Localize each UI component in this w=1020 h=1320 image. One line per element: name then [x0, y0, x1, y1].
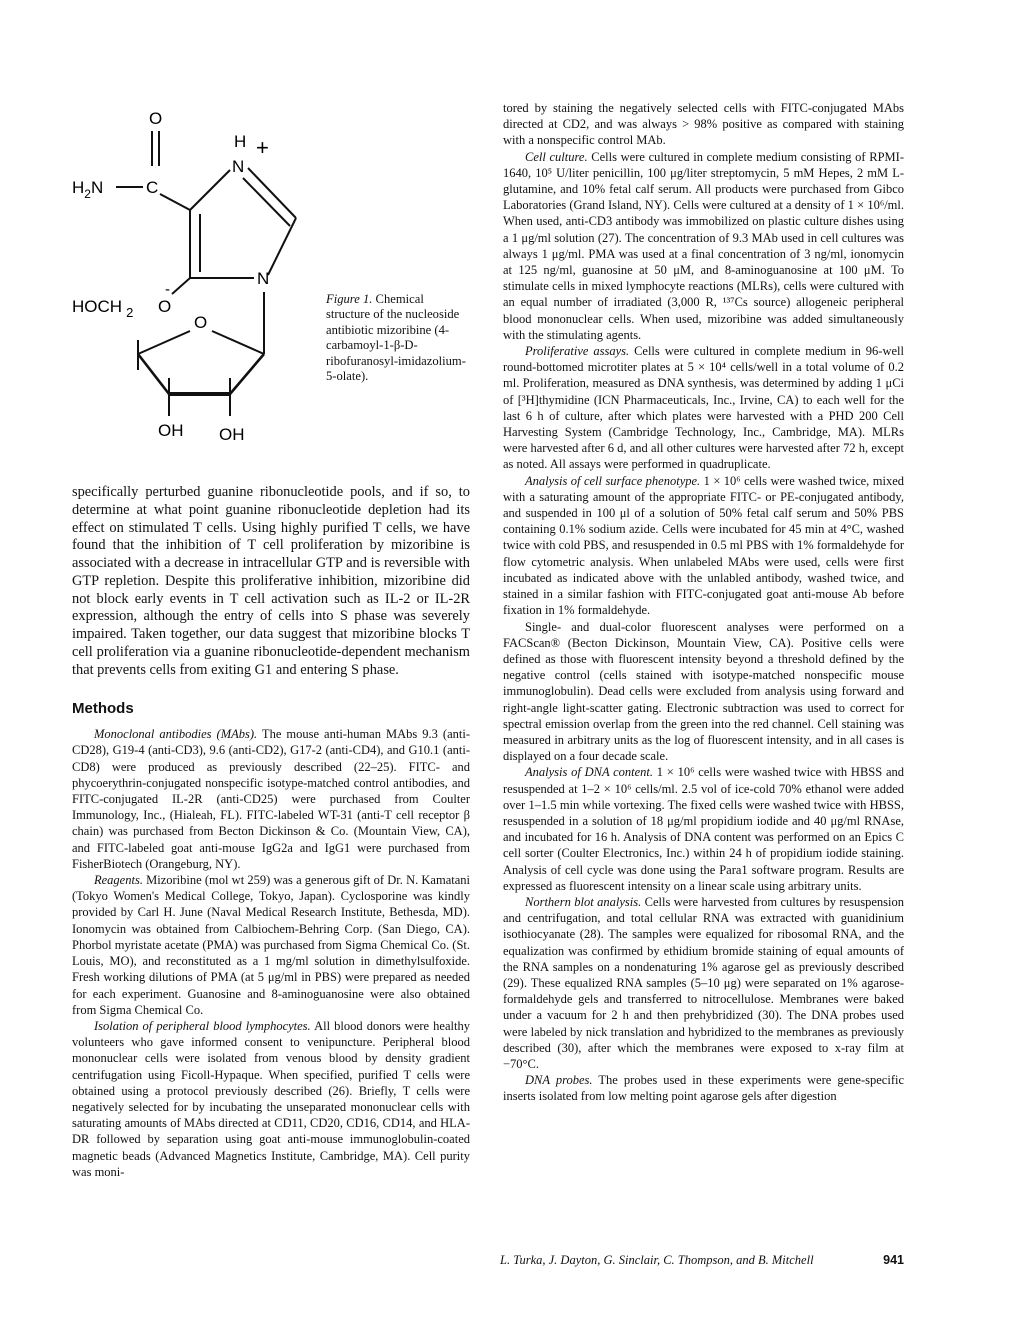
paragraph-dna-content: Analysis of DNA content. 1 × 10⁶ cells were washed twice with HBSS and resuspended at 1–2 × 10⁶ cells/ml. 2.5 vol of ice-cold 70% ethanol were added over 1–1.5 min while vortexing. The fixed cells were washed twice with HBSS, resuspended in a solution of 18 μg/ml propidium iodide and 40 μg/ml RNAse, and incubated for 16 h. Analysis of DNA content was performed on an Epics C cell sorter (Coulter Electronics, Inc.) within 24 h of propidium iodide staining. Analysis of cell cycle was done using the Para1 software program. Results are expressed as fluorescent intensity on a linear scale using arbitrary units.	[503, 765, 904, 893]
methods-heading: Methods	[72, 700, 134, 718]
paragraph-dna-probes: DNA probes. The probes used in these experiments were gene-specific inserts isolated from low melting point agarose gels after digestion	[503, 1073, 904, 1104]
paragraph-continued: tored by staining the negatively selected cells with FITC-conjugated MAbs directed at CD2, and was always > 98% positive as compared with staining with a nonspecific control MAb.	[503, 101, 904, 148]
atom-n-top: N	[232, 157, 245, 176]
atom-h: H	[234, 132, 247, 151]
mizoribine-structure	[72, 100, 326, 484]
left-column	[72, 100, 470, 1180]
charge-plus: +	[256, 135, 269, 160]
atom-h2n: $H_2N$	[72, 178, 104, 201]
paragraph-monoclonal-antibodies: Monoclonal antibodies (MAbs). The mouse anti-human MAbs 9.3 (anti-CD28), G19-4 (anti-CD3), 9.6 (anti-CD2), G17-2 (anti-CD4), and G10.1 (anti-CD8) were produced as previously described (22–25). FITC- and phycoerythrin-conjugated nonspecific isotype-matched control antibodies, and FITC-conjugated IL-2R (anti-CD25) were purchased from Coulter Immunology, Inc., (Hialeah, FL). FITC-labeled WT-31 (anti-T cell receptor β chain) was purchased from Becton Dickinson & Co. (Mountain View, CA), and FITC-labeled goat anti-mouse IgG2a and IgG1 were purchased from FisherBiotech (Orangeburg, NY).	[72, 727, 470, 871]
page-footer	[500, 1253, 904, 1268]
paragraph-isolation-of-lymphocytes: Isolation of peripheral blood lymphocytes. All blood donors were healthy volunteers who gave informed consent to venipuncture. Peripheral blood mononuclear cells were isolated from venous blood by density gradient centrifugation using Ficoll-Hypaque. When specified, purified T cells were obtained using a protocol previously described (26). Briefly, T cells were negatively selected for by incubating the unseparated mononuclear cells with saturating amounts of MAbs directed at CD11, CD20, CD16, CD14, and HLA-DR followed by separation using goat anti-mouse immunoglobulin-coated magnetic beads (Advanced Magnetics Institute, Cambridge, MA). Cell purity was moni-	[72, 1018, 470, 1179]
atom-c: C	[146, 178, 159, 197]
atom-oh-left: OH	[158, 421, 184, 440]
paragraph-proliferative-assays: Proliferative assays. Cells were cultured in complete medium in 96-well round-bottomed microtiter plates at 5 × 10⁴ cells/well in a total volume of 0.2 ml. Proliferation, measured as DNA synthesis, was determined by adding 1 μCi of [³H]thymidine (ICN Pharmaceuticals, Inc., Irvine, CA) to each well for the last 6 h of culture, after which plates were harvested with a PHD 200 Cell Harvesting System (Cambridge Technology, Inc., Cambridge, MA). MLRs were harvested after 6 d, and all other cultures were harvested after 72 h, except as noted. All assays were performed in quadruplicate.	[503, 344, 904, 472]
paragraph-fluorescent-analyses: Single- and dual-color fluorescent analyses were performed on a FACScan® (Becton Dickinson, Mountain View, CA). Positive cells were defined as those with fluorescent intensity beyond a threshold defined by the negative control (cells stained with isotype-matched nonspecific mouse immunoglobulin). Dead cells were excluded from analysis using forward and right-angle light-scatter gating. Electronic subtraction was used to correct for spectral emission overlap from the green into the red channel. Cell staining was measured in arbitrary units as the log of fluorescent intensity, and in all cases is displayed on a four decade scale.	[503, 619, 904, 764]
atom-oh-right: OH	[219, 425, 245, 444]
figure-1	[72, 100, 470, 484]
paragraph-northern-blot: Northern blot analysis. Cells were harvested from cultures by resuspension and centrifugation, and total cellular RNA was extracted with guanidinium isothiocyanate (28). The samples were equalized for ribosomal RNA, and the equalization was confirmed by ethidium bromide staining of equal amounts of the RNA samples on a nondenaturing 1% agarose gel as previously described (29). These equalized RNA samples (5–10 μg) were separated on 1% agarose-formaldehyde gels and transferred to nitrocellulose. Membranes were baked under a vacuum for 2 h and then prehybridized (30). The DNA probes used were labeled by nick translation and hybridized to the membranes as previously described (30), after which the membranes were exposed to x-ray film at −70°C.	[503, 894, 904, 1071]
atom-n-bottom: N	[257, 269, 270, 288]
right-column	[503, 100, 904, 1105]
figure-caption-text: Chemical structure of the nucleoside antibiotic mizoribine (4-carbamoyl-1-β-D-ribofuranosyl-imidazolium-5-olate).	[326, 292, 466, 384]
atom-o-minus: O	[158, 297, 172, 316]
atom-o-top: O	[149, 109, 163, 128]
paragraph-cell-culture: Cell culture. Cells were cultured in complete medium consisting of RPMI-1640, 10⁵ U/liter penicillin, 100 μg/liter streptomycin, 5 mM Hepes, 2 mM L-glutamine, and 10% fetal calf serum. All products were purchased from Gibco Laboratories (Grand Island, NY). Cells were cultured at a density of 1 × 10⁶/ml. When used, anti-CD3 antibody was immobilized on plastic culture dishes using a 1 μg/ml solution (27). The concentration of 9.3 MAb used in cell cultures was always 1 μg/ml. PMA was used at a final concentration of 3 ng/ml, ionomycin at 125 ng/ml, guanosine at 50 μM, and 8-aminoguanosine at 100 μM. To stimulate cells in mixed lymphocyte reactions (MLRs), cells were cultured with an equal number of irradiated (3,000 R, ¹³⁷Cs source) allogeneic peripheral blood mononuclear cells. When used, mizoribine was added simultaneously with the stimulating agents.	[503, 149, 905, 342]
atom-hoch2: HOCH $_2$	[72, 297, 134, 320]
figure-label: Figure 1.	[326, 292, 373, 306]
intro-paragraph: specifically perturbed guanine ribonucleotide pools, and if so, to determine at what point guanine ribonucleotide depletion had its effect on stimulated T cells. Using highly purified T cells, we have found that the inhibition of T cell proliferation by mizoribine is associated with a decrease in intracellular GTP and is reversible with GTP repletion. Despite this proliferative inhibition, mizoribine did not block early events in T cell activation such as IL-2 or IL-2R expression, although the entry of cells into S phase was severely impaired. Taken together, our data suggest that mizoribine blocks T cell proliferation via a guanine ribonucleotide-dependent mechanism that prevents cells from exiting G1 and entering S phase.	[72, 484, 470, 678]
figure-caption	[326, 292, 466, 384]
paragraph-reagents: Reagents. Mizoribine (mol wt 259) was a generous gift of Dr. N. Kamatani (Tokyo Women's Medical College, Tokyo, Japan). Cyclosporine was kindly provided by Carl H. June (Naval Medical Research Institute, Bethesda, MD). Ionomycin was obtained from Calbiochem-Behring Corp. (San Diego, CA). Phorbol myristate acetate (PMA) was purchased from Sigma Chemical Co. (St. Louis, MO), and reconstituted as a 1 mg/ml solution in dimethylsulfoxide. Fresh working dilutions of PMA (at 5 μg/ml in PBS) were prepared as needed for each experiment. Guanosine and 8-aminoguanosine were also obtained from Sigma Chemical Co.	[72, 873, 470, 1017]
footer-authors: L. Turka, J. Dayton, G. Sinclair, C. Thompson, and B. Mitchell	[500, 1253, 814, 1267]
paragraph-cell-surface-phenotype: Analysis of cell surface phenotype. 1 × 10⁶ cells were washed twice, mixed with a saturating amount of the appropriate FITC- or PE-conjugated antibody, and suspended in 100 μl of a solution of 50% fetal calf serum and 50% PBS containing 0.1% sodium azide. Cells were incubated for 45 min at 4°C, washed twice with cold PBS, and resuspended in 0.5 ml PBS with 1% formaldehyde for flow cytometric analysis. When unlabeled MAbs were used, cells were first incubated as indicated above with the unlabled antibody, washed twice, and stained in a similar fashion with FITC-conjugated goat anti-mouse Ab before fixation in 1% formaldehyde.	[503, 473, 904, 618]
page-number: 941	[883, 1253, 904, 1267]
charge-minus: -	[165, 281, 170, 298]
atom-o-ring: O	[194, 313, 208, 332]
